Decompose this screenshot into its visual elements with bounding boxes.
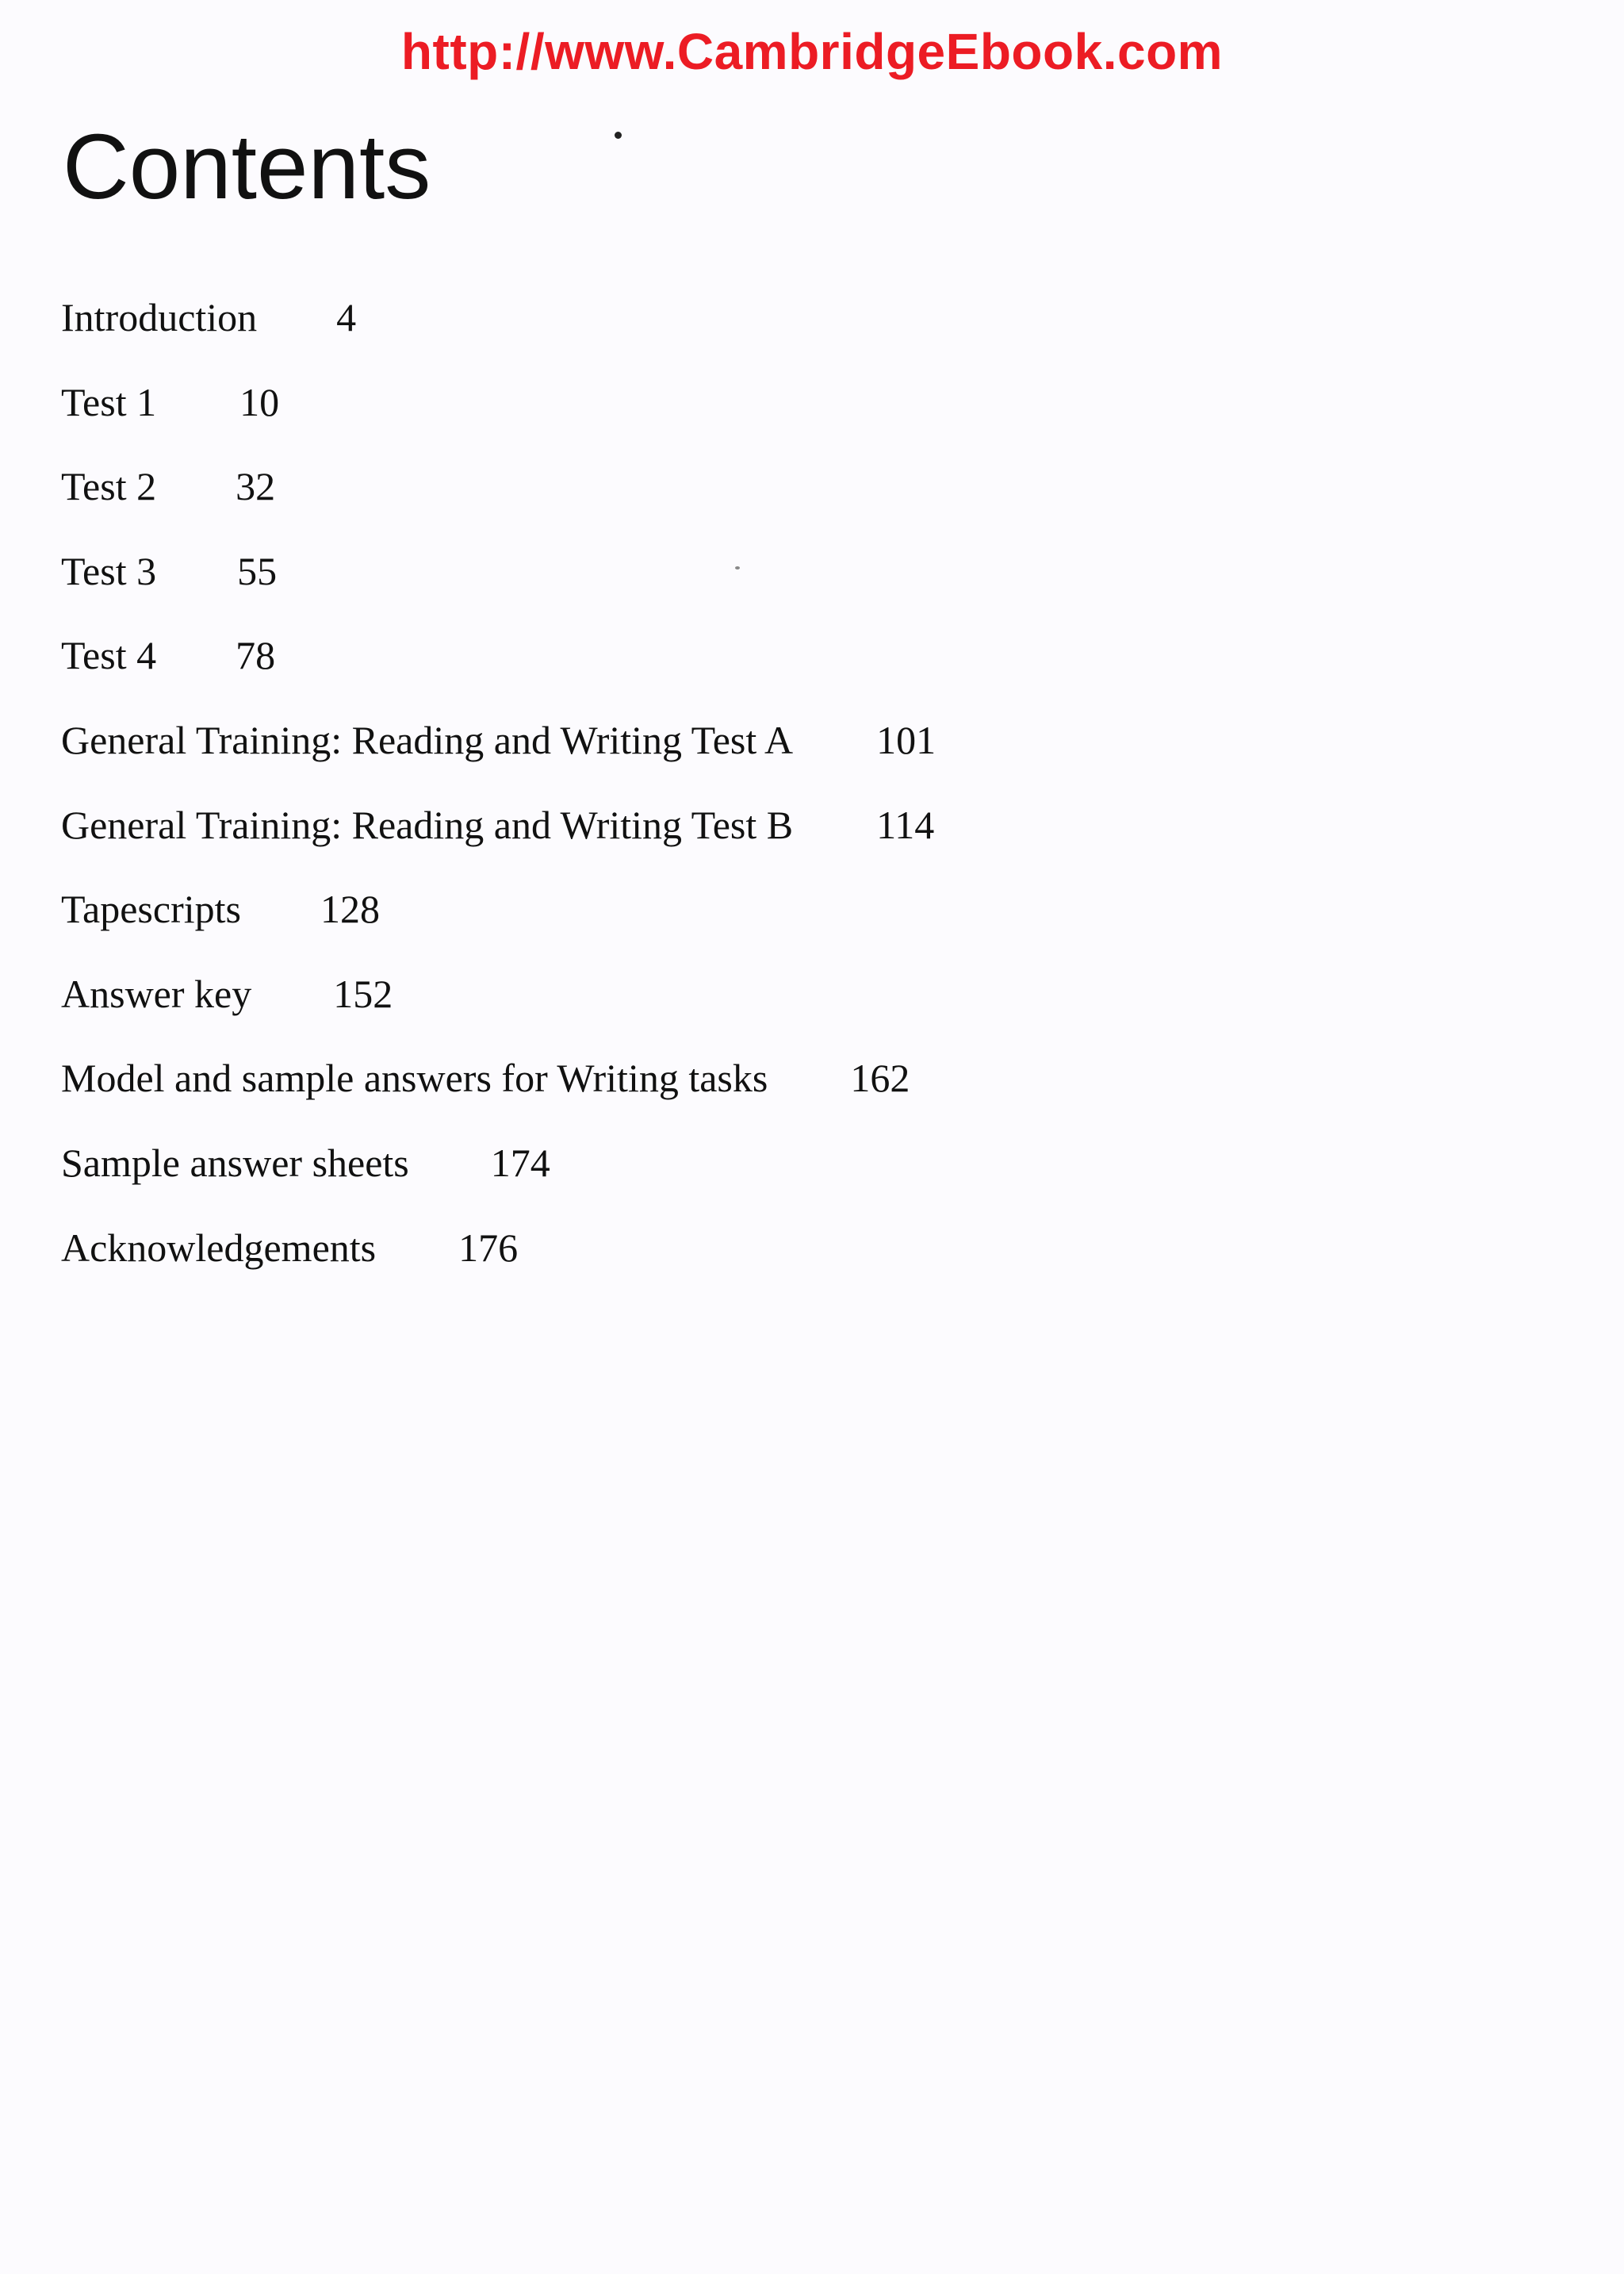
toc-entry-page: 174 [490, 1140, 550, 1185]
toc-entry-label: Test 3 [61, 548, 157, 593]
toc-entry-test-2 [61, 462, 936, 547]
toc-entry-model-answers [61, 1054, 936, 1139]
toc-entry-label: Test 4 [61, 633, 157, 678]
toc-entry-label: Answer key [61, 971, 252, 1016]
toc-entry-label: Test 2 [61, 464, 157, 509]
toc-entry-page: 176 [458, 1225, 519, 1270]
toc-entry-page: 101 [876, 717, 936, 762]
toc-entry-test-3 [61, 547, 936, 632]
toc-entry-test-1 [61, 378, 936, 463]
toc-entry-tapescripts [61, 885, 936, 970]
toc-entry-page: 78 [236, 633, 276, 678]
toc-entry-label: Acknowledgements [61, 1225, 377, 1270]
toc-entry-introduction [61, 293, 936, 378]
toc-entry-label: Tapescripts [61, 887, 241, 932]
toc-entry-label: Sample answer sheets [61, 1140, 409, 1185]
toc-entry-page: 114 [876, 802, 935, 847]
toc-entry-answer-key [61, 970, 936, 1055]
toc-entry-test-4 [61, 631, 936, 716]
toc-entry-label: Test 1 [61, 379, 157, 424]
toc-entry-page: 55 [237, 548, 278, 593]
toc-entry-label: Model and sample answers for Writing tasks [61, 1056, 768, 1101]
toc-entry-label: General Training: Reading and Writing Test B [61, 802, 794, 847]
toc-entry-page: 10 [239, 379, 280, 424]
table-of-contents [61, 293, 936, 1308]
toc-entry-general-training-a [61, 716, 936, 801]
scan-speck [615, 132, 622, 139]
watermark-url: http://www.CambridgeEbook.com [400, 23, 1224, 80]
toc-entry-page: 4 [336, 295, 357, 339]
toc-entry-page: 128 [320, 887, 380, 932]
toc-entry-label: General Training: Reading and Writing Test A [61, 717, 794, 762]
toc-entry-general-training-b [61, 801, 936, 886]
toc-entry-acknowledgements [61, 1224, 936, 1309]
page-title: Contents [63, 115, 431, 218]
toc-entry-sample-answer-sheets [61, 1139, 936, 1224]
toc-entry-page: 152 [333, 971, 393, 1016]
toc-entry-label: Introduction [61, 295, 258, 339]
toc-entry-page: 32 [236, 464, 276, 509]
toc-entry-page: 162 [850, 1056, 910, 1101]
